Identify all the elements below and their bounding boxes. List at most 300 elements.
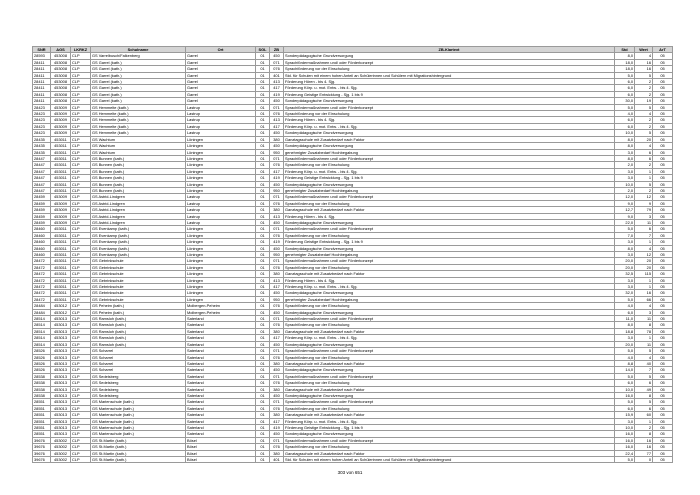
cell-ags: 453011 (51, 264, 71, 270)
cell-wert: 115 (635, 271, 653, 277)
cell-std: 8,0 (615, 322, 635, 328)
cell-zb: 071 (270, 59, 284, 65)
cell-std: 3,0 (615, 277, 635, 283)
cell-snr: 28472 (33, 284, 51, 290)
cell-art: 05 (653, 335, 673, 341)
cell-zb-klartext: Sonderpädagogische Grundversorgung (284, 219, 615, 225)
column-header: ZB (270, 47, 284, 53)
cell-std: 10,0 (615, 181, 635, 187)
cell-sgl: 01 (256, 348, 270, 354)
cell-zb: 419 (270, 239, 284, 245)
cell-zb-klartext: Sonderpädagogische Grundversorgung (284, 341, 615, 347)
cell-zb-klartext: Sprachförderung vor der Einschulung (284, 380, 615, 386)
cell-wert: 4 (635, 245, 653, 251)
cell-ort: Löningen (186, 252, 256, 258)
cell-ort: Garrel (186, 85, 256, 91)
cell-lkrkz: CLP (71, 437, 91, 443)
cell-sgl: 01 (256, 187, 270, 193)
cell-lkrkz: CLP (71, 111, 91, 117)
cell-ort: Lastrup (186, 104, 256, 110)
cell-art: 05 (653, 168, 673, 174)
cell-snr: 28460 (33, 252, 51, 258)
cell-std: 16,0 (615, 431, 635, 437)
cell-ags: 453009 (51, 111, 71, 117)
cell-wert: 16 (635, 59, 653, 65)
cell-lkrkz: CLP (71, 412, 91, 418)
cell-std: 12,7 (615, 207, 635, 213)
cell-snr: 28447 (33, 175, 51, 181)
cell-snr: 28460 (33, 232, 51, 238)
cell-sgl: 01 (256, 226, 270, 232)
cell-wert: 1 (635, 277, 653, 283)
cell-lkrkz: CLP (71, 271, 91, 277)
cell-sgl: 01 (256, 219, 270, 225)
cell-wert: 5 (635, 373, 653, 379)
cell-snr: 28411 (33, 66, 51, 72)
cell-ort: Löningen (186, 271, 256, 277)
cell-zb: 450 (270, 53, 284, 59)
cell-wert: 3 (635, 213, 653, 219)
cell-ort: Bösel (186, 444, 256, 450)
cell-snr: 28484 (33, 303, 51, 309)
cell-wert: 6 (635, 155, 653, 161)
cell-ags: 453012 (51, 309, 71, 315)
cell-std: 18,0 (615, 66, 635, 72)
cell-snr: 28526 (33, 360, 51, 366)
cell-wert: 5 (635, 104, 653, 110)
cell-schulname: GS Ramsloh (kath.) (91, 335, 186, 341)
cell-zb: 071 (270, 316, 284, 322)
cell-lkrkz: CLP (71, 175, 91, 181)
cell-snr: 28472 (33, 296, 51, 302)
cell-art: 05 (653, 341, 673, 347)
cell-art: 05 (653, 258, 673, 264)
page-number: 303 von 651 (337, 470, 363, 475)
cell-snr: 28423 (33, 130, 51, 136)
cell-std: 4,0 (615, 354, 635, 360)
cell-sgl: 01 (256, 341, 270, 347)
cell-schulname: GS Gebrinkschule (91, 290, 186, 296)
cell-art: 05 (653, 386, 673, 392)
cell-snr: 28472 (33, 277, 51, 283)
cell-std: 6,0 (615, 91, 635, 97)
cell-schulname: GS Garrel (kath.) (91, 79, 186, 85)
cell-lkrkz: CLP (71, 405, 91, 411)
cell-ort: Garrel (186, 91, 256, 97)
cell-snr: 28484 (33, 309, 51, 315)
cell-sgl: 01 (256, 450, 270, 456)
cell-std: 20,0 (615, 264, 635, 270)
cell-art: 05 (653, 360, 673, 366)
cell-zb: 419 (270, 175, 284, 181)
cell-wert: 2 (635, 123, 653, 129)
cell-zb: 380 (270, 328, 284, 334)
cell-schulname: GS Marienschule (kath.) (91, 431, 186, 437)
cell-art: 05 (653, 245, 673, 251)
cell-std: 8,0 (615, 245, 635, 251)
cell-art: 05 (653, 136, 673, 142)
cell-sgl: 01 (256, 66, 270, 72)
cell-zb-klartext: Förderung Geistige Entwicklung - Sjg. 1 bis 9 (284, 239, 615, 245)
cell-zb-klartext: Sprachfördermaßnahmen und/ oder Förderkonzept (284, 226, 615, 232)
cell-snr: 39676 (33, 457, 51, 463)
cell-zb: 380 (270, 271, 284, 277)
cell-ort: Saterland (186, 386, 256, 392)
cell-sgl: 01 (256, 437, 270, 443)
cell-snr: 28423 (33, 117, 51, 123)
cell-sgl: 01 (256, 335, 270, 341)
cell-ort: Bösel (186, 437, 256, 443)
cell-snr: 28423 (33, 123, 51, 129)
cell-ort: Löningen (186, 296, 256, 302)
cell-std: 6,0 (615, 309, 635, 315)
cell-sgl: 01 (256, 277, 270, 283)
cell-zb-klartext: Sonderpädagogische Grundversorgung (284, 392, 615, 398)
cell-schulname: GS Bunnen (kath.) (91, 187, 186, 193)
cell-schulname: GS Evenkamp (kath.) (91, 245, 186, 251)
cell-ags: 453013 (51, 380, 71, 386)
cell-zb: 071 (270, 348, 284, 354)
cell-art: 05 (653, 66, 673, 72)
cell-ags: 453009 (51, 200, 71, 206)
cell-zb: 380 (270, 386, 284, 392)
cell-zb: 071 (270, 194, 284, 200)
cell-zb: 071 (270, 104, 284, 110)
cell-zb-klartext: Sonderpädagogische Grundversorgung (284, 367, 615, 373)
cell-art: 05 (653, 53, 673, 59)
cell-art: 05 (653, 130, 673, 136)
cell-zb: 950 (270, 149, 284, 155)
cell-ort: Saterland (186, 405, 256, 411)
cell-snr: 28447 (33, 155, 51, 161)
cell-ort: Lastrup (186, 111, 256, 117)
cell-zb: 950 (270, 296, 284, 302)
cell-zb: 950 (270, 187, 284, 193)
cell-zb-klartext: Sonderpädagogische Grundversorgung (284, 98, 615, 104)
cell-std: 22,4 (615, 450, 635, 456)
table-row (33, 457, 673, 463)
data-table-container (32, 46, 672, 463)
cell-lkrkz: CLP (71, 136, 91, 142)
cell-snr: 28447 (33, 181, 51, 187)
cell-ort: Saterland (186, 354, 256, 360)
cell-ort: Lastrup (186, 130, 256, 136)
cell-std: 8,0 (615, 143, 635, 149)
cell-sgl: 01 (256, 72, 270, 78)
cell-schulname: GS Peheim (kath.) (91, 303, 186, 309)
cell-ort: Bösel (186, 450, 256, 456)
cell-ort: Löningen (186, 245, 256, 251)
cell-lkrkz: CLP (71, 149, 91, 155)
cell-zb-klartext: Förderung Körp. u. mot. Entw. - bis 4. Sjg. (284, 123, 615, 129)
cell-zb-klartext: Förderung Körp. u. mot. Entw. - bis 4. Sjg. (284, 284, 615, 290)
cell-zb-klartext: Sprachfördermaßnahmen und/ oder Förderkonzept (284, 194, 615, 200)
cell-ags: 453009 (51, 117, 71, 123)
cell-std: 5,0 (615, 348, 635, 354)
cell-std: 20,0 (615, 341, 635, 347)
cell-sgl: 01 (256, 322, 270, 328)
cell-zb-klartext: Sonderpädagogische Grundversorgung (284, 130, 615, 136)
cell-lkrkz: CLP (71, 424, 91, 430)
cell-zb: 450 (270, 290, 284, 296)
cell-snr: 28514 (33, 335, 51, 341)
cell-schulname: GS St.Martin (kath.) (91, 444, 186, 450)
cell-wert: 0 (635, 457, 653, 463)
cell-art: 05 (653, 79, 673, 85)
cell-snr: 28551 (33, 399, 51, 405)
cell-wert: 12 (635, 194, 653, 200)
cell-art: 05 (653, 457, 673, 463)
cell-wert: 11 (635, 219, 653, 225)
cell-schulname: GS Garrel (kath.) (91, 85, 186, 91)
cell-ort: Lastrup (186, 213, 256, 219)
cell-snr: 28514 (33, 328, 51, 334)
cell-schulname: GS Marienschule (kath.) (91, 418, 186, 424)
cell-zb-klartext: Sprachförderung vor der Einschulung (284, 162, 615, 168)
cell-wert: 79 (635, 207, 653, 213)
cell-zb-klartext: Sprachförderung vor der Einschulung (284, 405, 615, 411)
cell-ags: 453011 (51, 149, 71, 155)
cell-sgl: 01 (256, 149, 270, 155)
cell-schulname: GS Astrid-Lindgren (91, 200, 186, 206)
cell-ort: Saterland (186, 316, 256, 322)
cell-ags: 453011 (51, 245, 71, 251)
cell-art: 05 (653, 187, 673, 193)
cell-lkrkz: CLP (71, 354, 91, 360)
cell-sgl: 01 (256, 412, 270, 418)
cell-sgl: 01 (256, 175, 270, 181)
cell-schulname: GS Marienschule (kath.) (91, 424, 186, 430)
cell-schulname: GS Sedelsberg (91, 373, 186, 379)
cell-zb-klartext: Sprachfördermaßnahmen und/ oder Förderkonzept (284, 373, 615, 379)
cell-zb: 076 (270, 232, 284, 238)
cell-snr: 28551 (33, 424, 51, 430)
cell-wert: 49 (635, 386, 653, 392)
cell-art: 05 (653, 309, 673, 315)
cell-wert: 16 (635, 444, 653, 450)
cell-zb-klartext: Ganztagsschule mit Zusatzbedarf nach Faktor (284, 450, 615, 456)
cell-lkrkz: CLP (71, 335, 91, 341)
cell-zb-klartext: Sonderpädagogische Grundversorgung (284, 181, 615, 187)
cell-ort: Lastrup (186, 207, 256, 213)
cell-art: 05 (653, 111, 673, 117)
cell-ags: 453008 (51, 59, 71, 65)
cell-wert: 8 (635, 322, 653, 328)
cell-art: 05 (653, 264, 673, 270)
cell-art: 05 (653, 207, 673, 213)
cell-zb: 417 (270, 168, 284, 174)
cell-ags: 453011 (51, 284, 71, 290)
cell-ags: 453009 (51, 130, 71, 136)
cell-lkrkz: CLP (71, 296, 91, 302)
cell-std: 5,0 (615, 72, 635, 78)
cell-ort: Saterland (186, 360, 256, 366)
cell-lkrkz: CLP (71, 207, 91, 213)
cell-lkrkz: CLP (71, 322, 91, 328)
cell-snr: 28447 (33, 187, 51, 193)
cell-lkrkz: CLP (71, 162, 91, 168)
cell-ags: 453013 (51, 431, 71, 437)
cell-schulname: GS Varrelbusch/Falkenberg (91, 53, 186, 59)
cell-ort: Lastrup (186, 117, 256, 123)
cell-std: 8,8 (615, 360, 635, 366)
cell-lkrkz: CLP (71, 117, 91, 123)
cell-std: 5,0 (615, 399, 635, 405)
cell-zb: 417 (270, 418, 284, 424)
cell-ags: 453013 (51, 360, 71, 366)
cell-std: 16,0 (615, 392, 635, 398)
cell-ags: 453011 (51, 187, 71, 193)
cell-zb: 076 (270, 322, 284, 328)
cell-ags: 453011 (51, 175, 71, 181)
cell-lkrkz: CLP (71, 181, 91, 187)
cell-std: 10,0 (615, 130, 635, 136)
cell-zb: 413 (270, 117, 284, 123)
cell-zb-klartext: Sonderpädagogische Grundversorgung (284, 143, 615, 149)
cell-ort: Lastrup (186, 123, 256, 129)
cell-zb: 076 (270, 66, 284, 72)
cell-ags: 453008 (51, 91, 71, 97)
cell-wert: 4 (635, 354, 653, 360)
cell-art: 05 (653, 104, 673, 110)
cell-wert: 20 (635, 136, 653, 142)
cell-ort: Löningen (186, 232, 256, 238)
cell-wert: 6 (635, 405, 653, 411)
cell-ort: Bösel (186, 457, 256, 463)
cell-ort: Garrel (186, 53, 256, 59)
cell-snr: 28411 (33, 85, 51, 91)
cell-schulname: GS Gebrinkschule (91, 284, 186, 290)
cell-std: 2,0 (615, 187, 635, 193)
cell-wert: 7 (635, 367, 653, 373)
cell-schulname: GS Bunnen (kath.) (91, 175, 186, 181)
cell-ort: Löningen (186, 284, 256, 290)
cell-schulname: GS Bunnen (kath.) (91, 155, 186, 161)
cell-lkrkz: CLP (71, 155, 91, 161)
cell-art: 05 (653, 213, 673, 219)
cell-lkrkz: CLP (71, 79, 91, 85)
cell-sgl: 01 (256, 91, 270, 97)
cell-std: 6,0 (615, 79, 635, 85)
cell-snr: 28411 (33, 91, 51, 97)
cell-sgl: 01 (256, 168, 270, 174)
cell-snr: 28459 (33, 194, 51, 200)
cell-zb-klartext: Förderung Hören - bis 4. Sjg. (284, 213, 615, 219)
cell-sgl: 01 (256, 290, 270, 296)
cell-ags: 453011 (51, 136, 71, 142)
cell-zb: 071 (270, 258, 284, 264)
cell-ags: 453011 (51, 271, 71, 277)
cell-snr: 28538 (33, 380, 51, 386)
cell-zb: 450 (270, 98, 284, 104)
cell-ort: Garrel (186, 72, 256, 78)
cell-snr: 39676 (33, 444, 51, 450)
cell-art: 05 (653, 85, 673, 91)
cell-wert: 19 (635, 98, 653, 104)
cell-sgl: 01 (256, 380, 270, 386)
cell-snr: 28472 (33, 258, 51, 264)
cell-zb: 450 (270, 219, 284, 225)
cell-wert: 5 (635, 181, 653, 187)
cell-ort: Saterland (186, 348, 256, 354)
cell-sgl: 01 (256, 309, 270, 315)
cell-sgl: 01 (256, 245, 270, 251)
cell-schulname: GS Astrid-Lindgren (91, 219, 186, 225)
cell-sgl: 01 (256, 200, 270, 206)
cell-lkrkz: CLP (71, 245, 91, 251)
cell-wert: 5 (635, 348, 653, 354)
cell-snr: 28593 (33, 53, 51, 59)
cell-zb: 450 (270, 392, 284, 398)
cell-ort: Lastrup (186, 219, 256, 225)
cell-zb: 419 (270, 91, 284, 97)
cell-lkrkz: CLP (71, 328, 91, 334)
cell-zb-klartext: Förderung Körp. u. mot. Entw. - bis 4. Sjg. (284, 85, 615, 91)
cell-ort: Löningen (186, 136, 256, 142)
cell-art: 05 (653, 98, 673, 104)
cell-zb-klartext: Förderung Hören - bis 4. Sjg. (284, 79, 615, 85)
cell-lkrkz: CLP (71, 360, 91, 366)
cell-art: 05 (653, 123, 673, 129)
cell-sgl: 01 (256, 117, 270, 123)
cell-lkrkz: CLP (71, 450, 91, 456)
cell-wert: 6 (635, 149, 653, 155)
cell-std: 3,0 (615, 335, 635, 341)
cell-schulname: GS Bunnen (kath.) (91, 162, 186, 168)
cell-sgl: 01 (256, 155, 270, 161)
cell-zb-klartext: Sprachförderung vor der Einschulung (284, 354, 615, 360)
cell-sgl: 01 (256, 399, 270, 405)
cell-lkrkz: CLP (71, 200, 91, 206)
cell-lkrkz: CLP (71, 91, 91, 97)
cell-schulname: GS Peheim (kath.) (91, 309, 186, 315)
cell-zb: 076 (270, 264, 284, 270)
cell-zb-klartext: Sonderpädagogische Grundversorgung (284, 290, 615, 296)
cell-sgl: 01 (256, 316, 270, 322)
cell-ort: Saterland (186, 328, 256, 334)
cell-ort: Saterland (186, 373, 256, 379)
cell-schulname: GS Hemmelte (kath.) (91, 104, 186, 110)
cell-art: 05 (653, 431, 673, 437)
cell-ort: Löningen (186, 175, 256, 181)
cell-ort: Löningen (186, 143, 256, 149)
cell-art: 05 (653, 392, 673, 398)
cell-wert: 20 (635, 258, 653, 264)
cell-ags: 453011 (51, 181, 71, 187)
cell-std: 5,0 (615, 296, 635, 302)
cell-ags: 453013 (51, 392, 71, 398)
cell-art: 05 (653, 290, 673, 296)
cell-zb: 413 (270, 79, 284, 85)
cell-snr: 28472 (33, 271, 51, 277)
cell-zb: 450 (270, 181, 284, 187)
cell-zb: 401 (270, 457, 284, 463)
cell-snr: 28472 (33, 264, 51, 270)
cell-wert: 2 (635, 424, 653, 430)
cell-ags: 453011 (51, 155, 71, 161)
cell-sgl: 01 (256, 303, 270, 309)
cell-art: 05 (653, 239, 673, 245)
cell-art: 05 (653, 143, 673, 149)
cell-ort: Löningen (186, 181, 256, 187)
cell-art: 05 (653, 181, 673, 187)
cell-zb-klartext: genehmigter Zusatzbedarf Hochbegabung (284, 252, 615, 258)
cell-schulname: GS Bunnen (kath.) (91, 168, 186, 174)
cell-ags: 453013 (51, 424, 71, 430)
cell-ags: 453008 (51, 79, 71, 85)
cell-art: 05 (653, 444, 673, 450)
cell-zb-klartext: Sprachförderung vor der Einschulung (284, 111, 615, 117)
